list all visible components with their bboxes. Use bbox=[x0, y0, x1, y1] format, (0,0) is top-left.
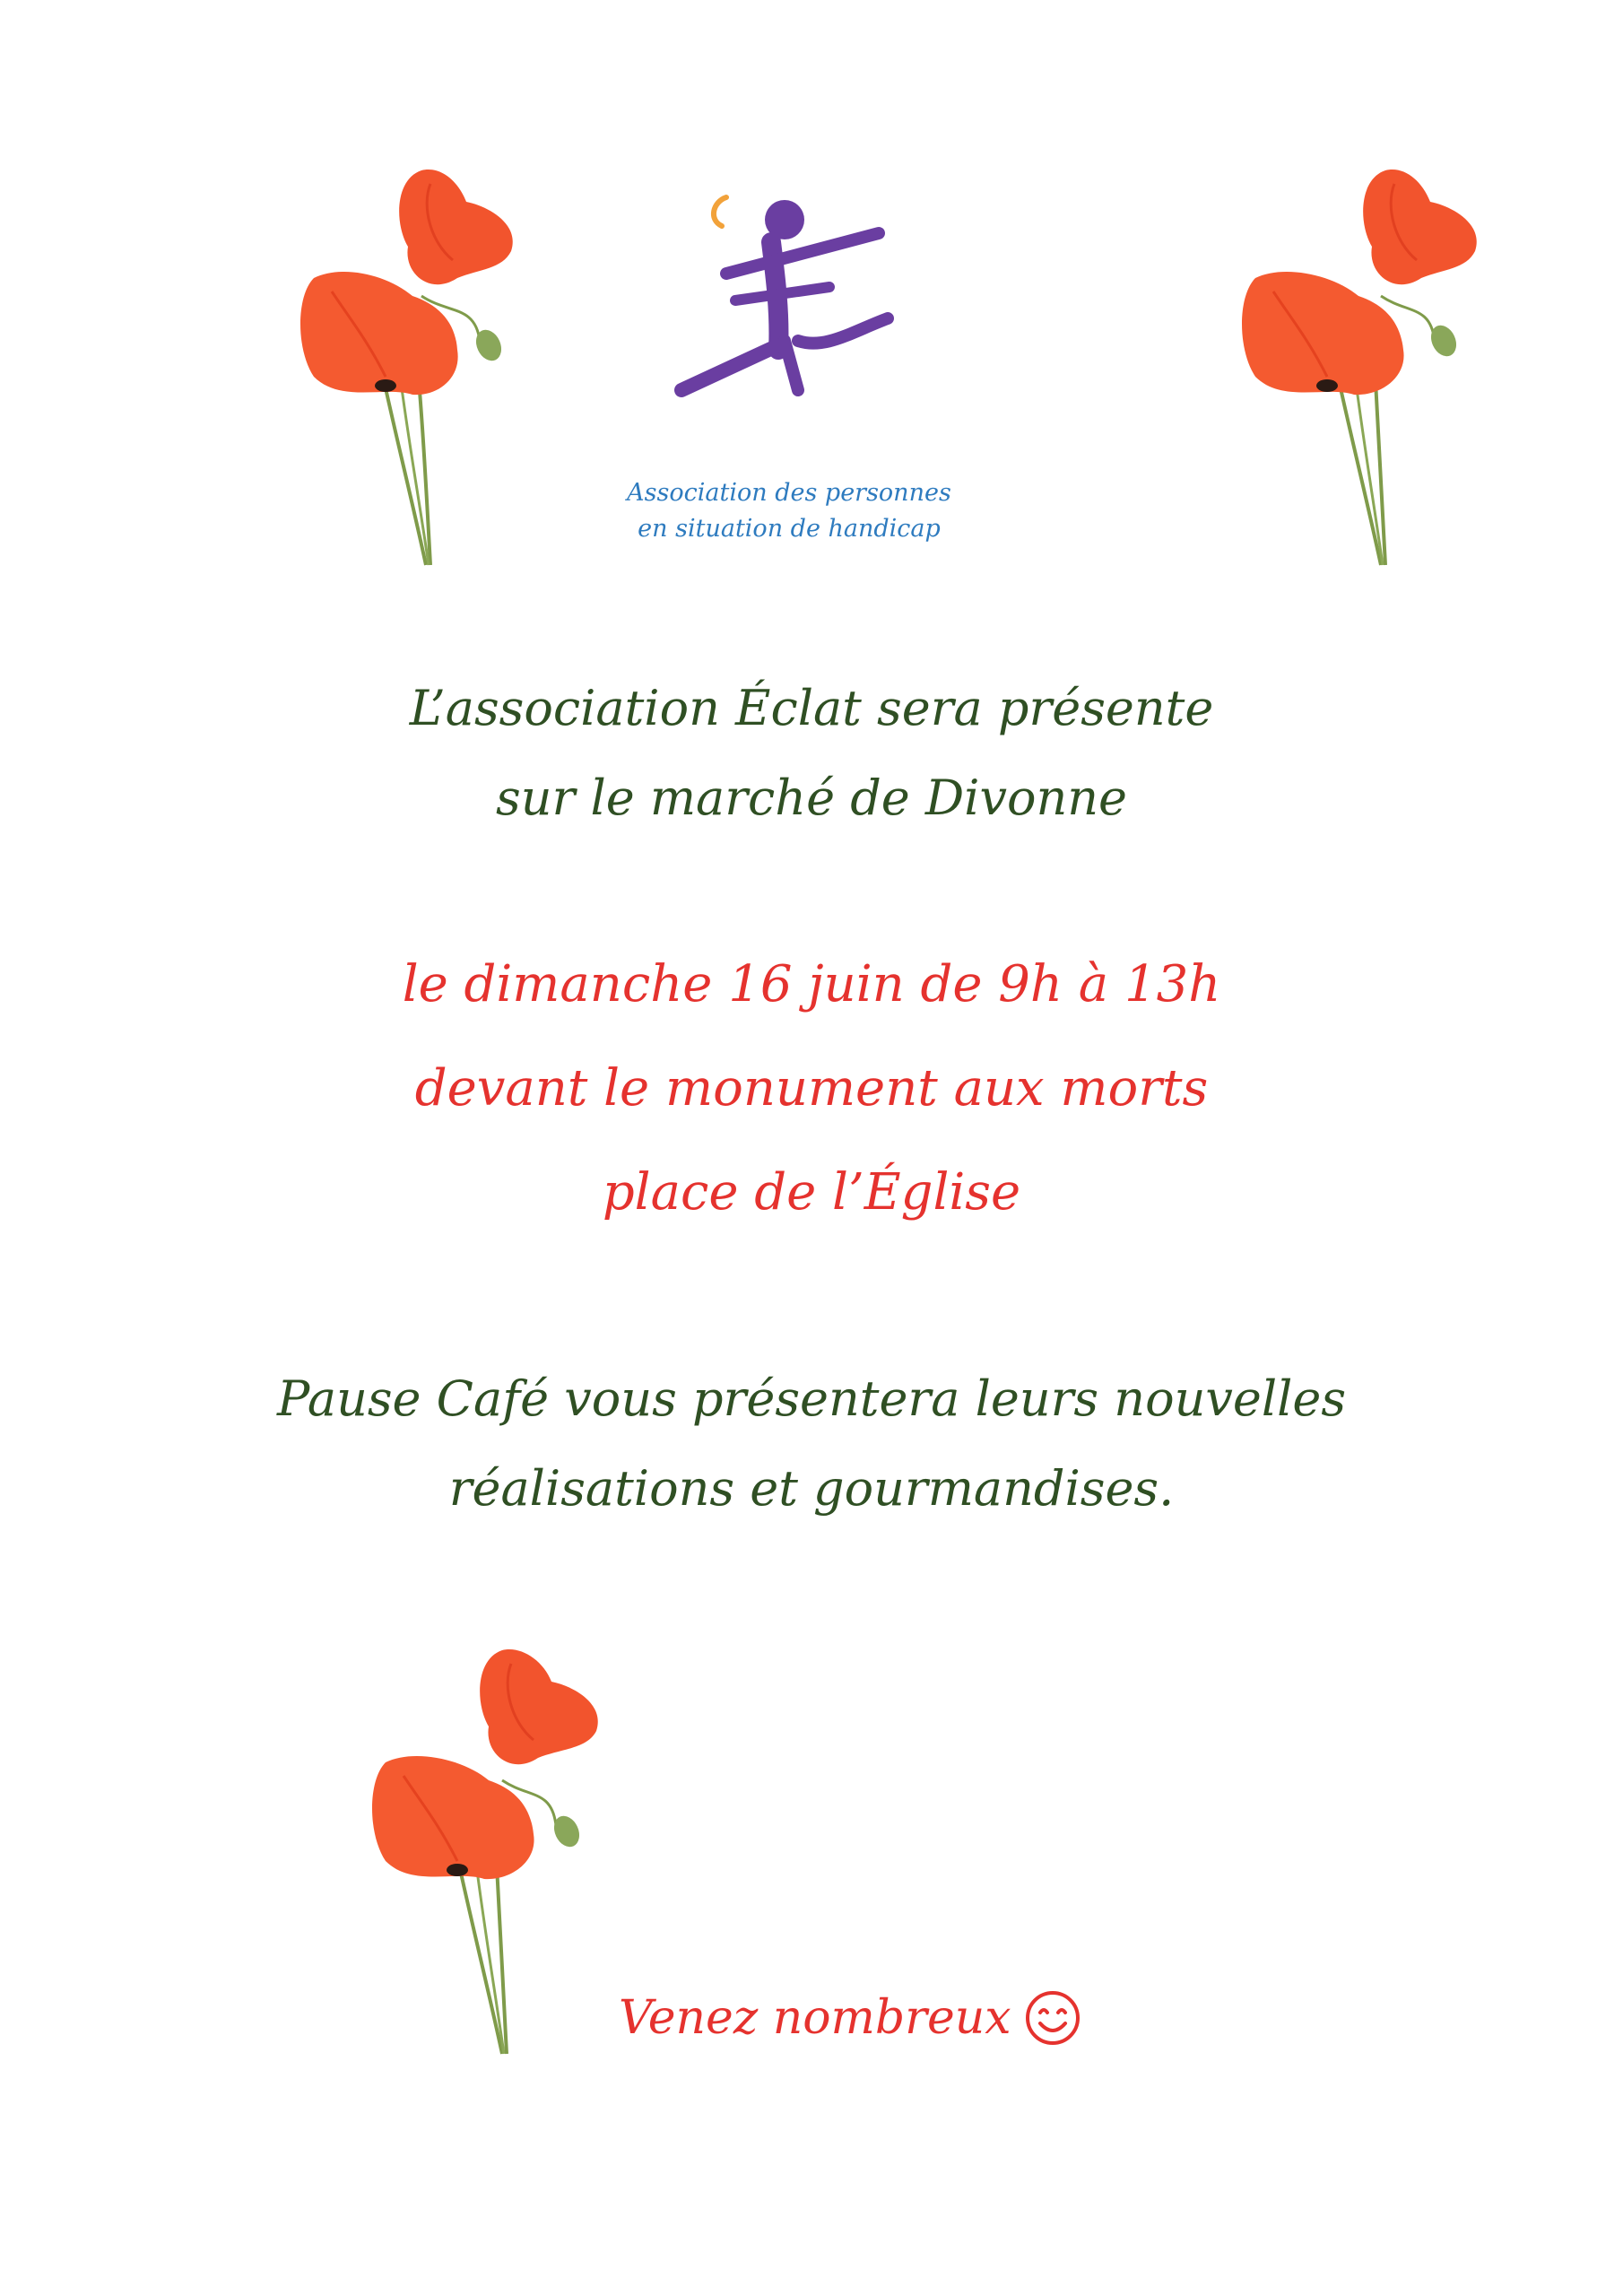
poppy-illustration-top-left bbox=[296, 161, 565, 574]
logo-caption bbox=[556, 475, 1022, 547]
event-date-time: le dimanche 16 juin de 9h à 13h bbox=[402, 955, 1221, 1013]
intro-line-2: sur le marché de Divonne bbox=[495, 770, 1127, 826]
closing-text: Venez nombreux bbox=[619, 1991, 1011, 2045]
logo-caption-line-2: en situation de handicap bbox=[638, 515, 941, 543]
pause-line-1: Pause Café vous présentera leurs nouvelles bbox=[276, 1370, 1347, 1427]
intro-text bbox=[90, 664, 1533, 843]
event-location: devant le monument aux morts bbox=[414, 1059, 1209, 1118]
smiley-icon bbox=[1024, 1989, 1081, 2047]
poppy-illustration-top-right bbox=[1237, 161, 1506, 574]
pause-cafe-text bbox=[90, 1354, 1533, 1534]
event-place: place de l’Église bbox=[602, 1163, 1021, 1222]
closing-line bbox=[619, 1978, 1081, 2058]
logo-caption-line-1: Association des personnes bbox=[627, 479, 951, 507]
intro-line-1: L’association Éclat sera présente bbox=[409, 680, 1214, 736]
event-details bbox=[90, 933, 1533, 1245]
pause-line-2: réalisations et gourmandises. bbox=[448, 1460, 1175, 1517]
eclat-association-logo bbox=[673, 170, 924, 422]
poppy-illustration-bottom-left bbox=[368, 1641, 646, 2063]
